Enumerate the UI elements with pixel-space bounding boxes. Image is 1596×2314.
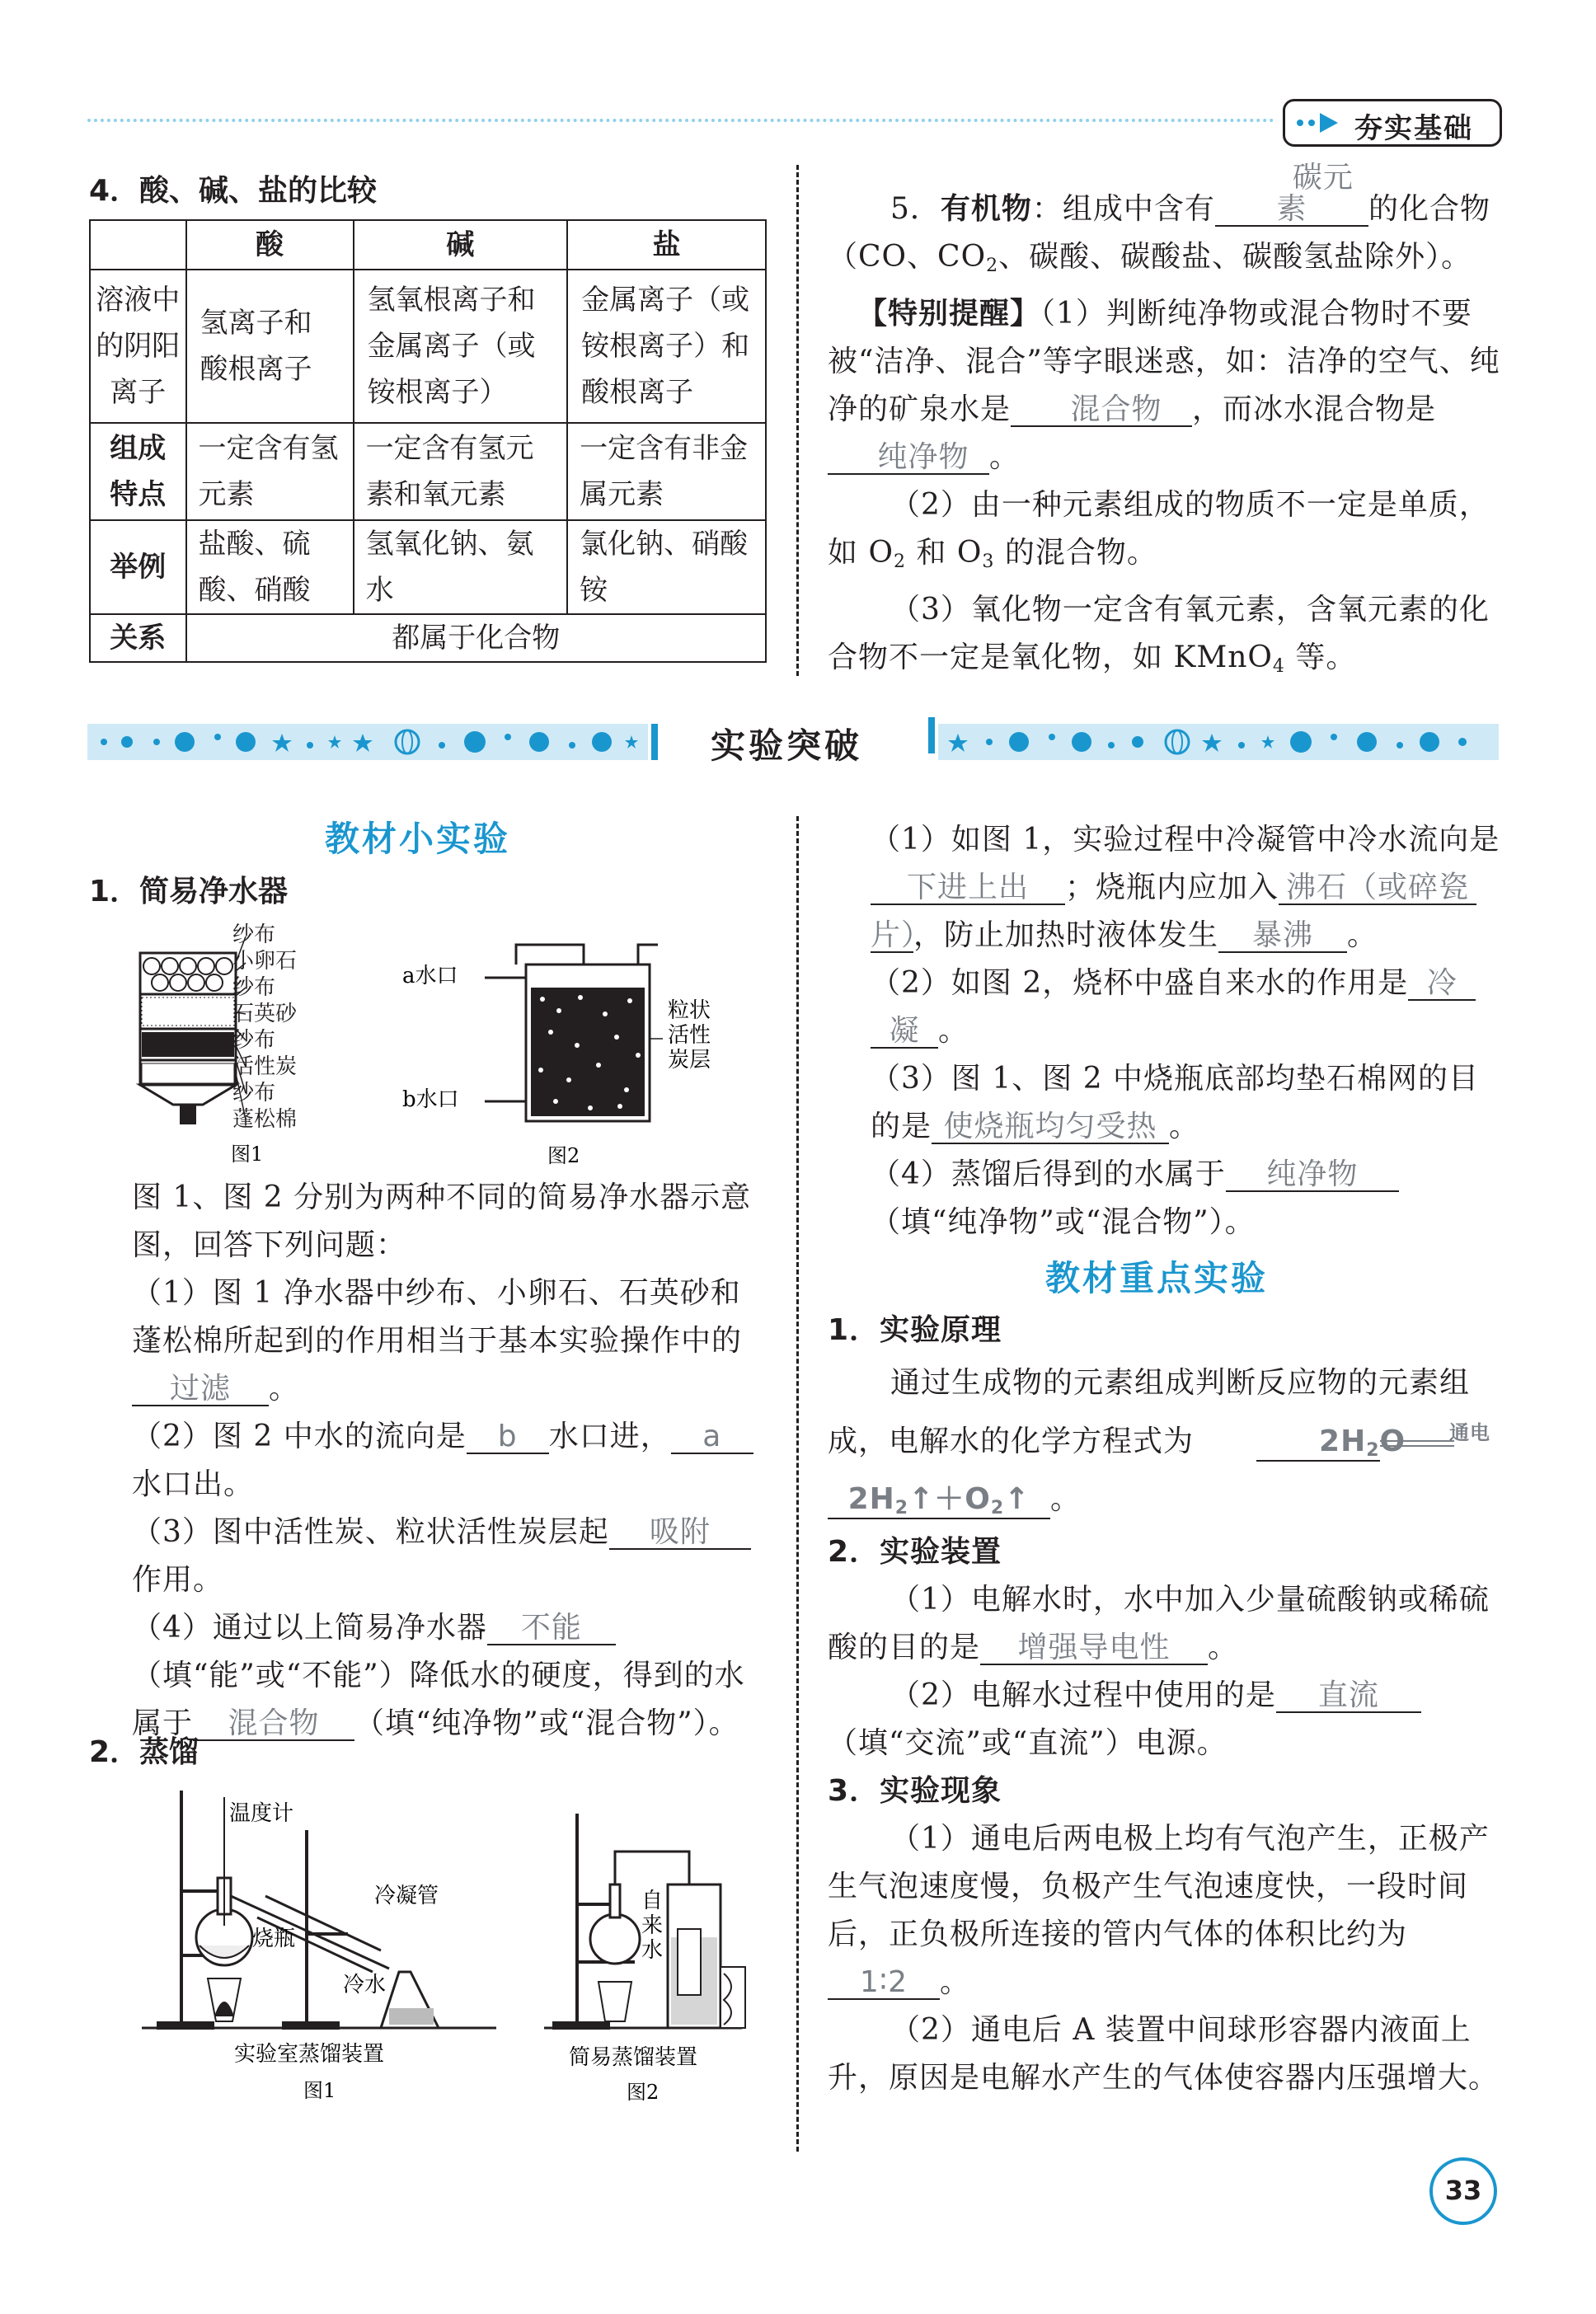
table-cell: 金属离子（或铵根离子）和酸根离子 bbox=[567, 270, 766, 423]
equation-condition: 通电 bbox=[1449, 1421, 1491, 1444]
header-tag-text: 夯实基础 bbox=[1354, 112, 1473, 145]
water-filter-figure-2 bbox=[394, 940, 740, 1171]
row-label: 举例 bbox=[90, 520, 186, 614]
subheading-key-experiments: 教材重点实验 bbox=[1045, 1258, 1269, 1298]
table-cell: 一定含有氢元素 bbox=[186, 423, 354, 520]
comparison-table bbox=[89, 219, 767, 663]
table-row bbox=[90, 270, 766, 423]
fig-label: 小卵石 bbox=[232, 949, 298, 974]
table-row bbox=[90, 520, 766, 614]
fig2-caption: 图2 bbox=[547, 1144, 580, 1167]
dist2-fig: 图2 bbox=[627, 2081, 660, 2104]
dist1-label-condenser: 冷凝管 bbox=[374, 1884, 439, 1908]
header-dotted-rule bbox=[87, 119, 1274, 122]
fig2-label-b: b水口 bbox=[402, 1087, 459, 1112]
h2-distillation: 2．蒸馏 bbox=[89, 1735, 200, 1769]
column-divider bbox=[796, 816, 799, 2152]
fig2-label-layer: 活性 bbox=[668, 1023, 711, 1048]
answer-blank: a bbox=[671, 1421, 753, 1454]
table-header-cell: 酸 bbox=[186, 220, 354, 270]
fig2-label-a: a水口 bbox=[402, 964, 458, 988]
table-row bbox=[90, 614, 766, 662]
answer-blank: 冷 bbox=[1408, 968, 1476, 1001]
answer-blank: 碳元素 bbox=[1215, 162, 1368, 227]
intro-text: 图 1、图 2 分别为两种不同的简易净水器示意图，回答下列问题： bbox=[132, 1180, 752, 1262]
table-cell: 氢氧化钠、氨水 bbox=[354, 520, 568, 614]
dist1-label-water: 冷水 bbox=[343, 1973, 387, 1997]
dist2-label: 自 bbox=[641, 1889, 664, 1913]
answer-blank: 混合物 bbox=[1011, 394, 1192, 427]
page-number: 33 bbox=[1444, 2175, 1482, 2206]
column-divider bbox=[796, 165, 799, 676]
table-cell: 氯化钠、硝酸铵 bbox=[567, 520, 766, 614]
fig-label: 活性炭 bbox=[232, 1054, 298, 1079]
h1-simple-filter: 1．简易净水器 bbox=[89, 875, 289, 908]
play-arrows-icon bbox=[1295, 111, 1345, 134]
table-header-cell: 盐 bbox=[567, 220, 766, 270]
table-header-row bbox=[90, 220, 766, 270]
fig-label: 纱布 bbox=[232, 1028, 276, 1053]
answer-blank: 片） bbox=[871, 918, 932, 952]
band-decoration-right bbox=[922, 717, 1499, 767]
left-questions: 图 1、图 2 分别为两种不同的简易净水器示意图，回答下列问题： （1）图 1 净水器中纱布、小卵石、石英砂和蓬松棉所起到的作用相当于基本实验操作中的过滤 。 （2）图 2 中水的流向是 b 水口进， a水口出。 （3）图中活性炭、粒状活性炭层起 吸附作用。 （4）通过以上简易净水器 不能（填“能”或“不能”）降低水的硬度，得到的水属于 混合物 （填“纯净物”或“混合物”）。 bbox=[132, 1174, 767, 1748]
table-cell: 盐酸、硫酸、硝酸 bbox=[186, 520, 354, 614]
row-label: 溶液中的阴阳离子 bbox=[90, 270, 186, 423]
answer-blank: 1∶2 bbox=[828, 1967, 940, 2000]
table-row bbox=[90, 423, 766, 520]
dist1-fig: 图1 bbox=[303, 2079, 336, 2102]
fig-label: 纱布 bbox=[232, 975, 276, 1000]
dist1-caption: 实验室蒸馏装置 bbox=[234, 2042, 385, 2067]
s3-heading: 3．实验现象 bbox=[828, 1774, 1002, 1808]
row-label: 关系 bbox=[90, 614, 186, 662]
fig-label: 纱布 bbox=[232, 922, 276, 947]
answer-blank: $2H_2↑+O_2↑$ bbox=[828, 1484, 1050, 1519]
section-band bbox=[87, 717, 1499, 767]
answer-blank: 暴沸 bbox=[1218, 920, 1347, 953]
answer-blank: 下进上出 bbox=[871, 872, 1065, 905]
fig-label: 石英砂 bbox=[232, 1002, 298, 1026]
table-cell: 一定含有氢元素和氧元素 bbox=[354, 423, 568, 520]
table-header-cell: 碱 bbox=[354, 220, 568, 270]
top-right-text: 5．有机物：组成中含有碳元素 的化合物（CO、$CO_2$、碳酸、碳酸盐、碳酸氢盐除外）。 【特别提醒】（1）判断纯净物或混合物时不要被“洁净、混合”等字眼迷惑，如：洁净的空气、纯净的矿泉水是 混合物 ，而冰水混合物是纯净物 。 （2）由一种元素组成的物质不一定是单质，如 $O_2$ 和 $O_3$ 的混合物。 （3）氧化物一定含有氧元素，含氧元素的化合物不一定是氧化物，如 KMnO$_4$ 等。 bbox=[828, 161, 1500, 677]
answer-blank: 沸石（或碎瓷 bbox=[1279, 872, 1476, 905]
s3-2-text: （2）通电后 A 装置中间球形容器内液面上升，原因是电解水产生的气体使容器内压强增大。 bbox=[828, 2013, 1500, 2095]
fig-label: 纱布 bbox=[232, 1081, 276, 1105]
answer-blank: 过滤 bbox=[132, 1373, 269, 1406]
fig2-label-layer: 粒状 bbox=[668, 998, 711, 1023]
fig1-caption: 图1 bbox=[231, 1143, 264, 1164]
page-number-badge bbox=[1429, 2157, 1497, 2225]
dist2-label: 来 bbox=[641, 1913, 664, 1938]
equation: $2H_2O$ 通电 bbox=[1194, 1412, 1454, 1470]
table-cell: 都属于化合物 bbox=[186, 614, 766, 662]
answer-blank: b bbox=[467, 1421, 549, 1454]
fig-label: 蓬松棉 bbox=[232, 1107, 298, 1132]
band-decoration-left bbox=[87, 717, 664, 767]
answer-blank: 吸附 bbox=[609, 1517, 751, 1550]
top-left-heading: 4．酸、碱、盐的比较 bbox=[89, 174, 378, 208]
dist2-label: 水 bbox=[641, 1938, 664, 1963]
fig1-labels bbox=[232, 922, 297, 1133]
answer-blank: 使烧瓶均匀受热 bbox=[932, 1111, 1169, 1144]
dist2-caption: 简易蒸馏装置 bbox=[569, 2045, 698, 2070]
s2-heading: 2．实验装置 bbox=[828, 1535, 1002, 1569]
right-electrolysis-text: 1．实验原理 通过生成物的元素组成判断反应物的元素组成，电解水的化学方程式为 $2H_2O$ 通电 $2H_2↑+O_2↑$ 。 2．实验装置 （1）电解水时，水中加入少量硫酸钠或稀硫酸的目的是 增强导电性 。 （2）电解水过程中使用的是 直流（填“交流”或“直流”）电源。 3．实验现象 （1）通电后两电极上均有气泡产生，正极产生气泡速度慢，负极产生气泡速度快，一段时间后，正负极所连接的管内气体的体积比约为1∶2 。 （2）通电后 A 装置中间球形容器内液面上升，原因是电解水产生的气体使容器内压强增大。 bbox=[828, 1307, 1500, 2102]
right-distillation-questions: （1）如图 1，实验过程中冷凝管中冷水流向是下进上出 ；烧瓶内应加入 沸石（或碎瓷片），防止加热时液体发生 暴沸 。 （2）如图 2，烧杯中盛自来水的作用是 冷凝 。 （3）图 1、图 2 中烧瓶底部均垫石棉网的目的是 使烧瓶均匀受热 。 （4）蒸馏后得到的水属于 纯净物（填“纯净物”或“混合物”）。 bbox=[871, 823, 1500, 1239]
header-tag bbox=[1283, 99, 1502, 147]
answer-blank: 纯净物 bbox=[1226, 1159, 1399, 1192]
table-cell: 氢氧根离子和金属离子（或铵根离子） bbox=[354, 270, 568, 423]
dist1-label-flask: 烧瓶 bbox=[252, 1927, 296, 1951]
subheading-small-experiments: 教材小实验 bbox=[325, 819, 511, 859]
distillation-figure-1 bbox=[142, 1781, 505, 2110]
section-title: 实验突破 bbox=[711, 725, 863, 766]
fig2-label-layer: 炭层 bbox=[668, 1048, 711, 1073]
distillation-figure-2 bbox=[544, 1805, 758, 2110]
answer-blank: 混合物 bbox=[193, 1708, 354, 1741]
answer-blank: 增强导电性 bbox=[980, 1632, 1208, 1665]
table-header-cell bbox=[90, 220, 186, 270]
answer-blank: 纯净物 bbox=[828, 442, 989, 475]
answer-blank: 不能 bbox=[487, 1612, 616, 1645]
answer-blank: 直流 bbox=[1276, 1680, 1421, 1713]
s1-heading: 1．实验原理 bbox=[828, 1313, 1002, 1347]
table-cell: 氢离子和酸根离子 bbox=[186, 270, 354, 423]
dist1-label-thermo: 温度计 bbox=[229, 1801, 294, 1826]
answer-blank: 凝 bbox=[871, 1016, 938, 1049]
row-label: 组成特点 bbox=[90, 423, 186, 520]
table-cell: 一定含有非金属元素 bbox=[567, 423, 766, 520]
